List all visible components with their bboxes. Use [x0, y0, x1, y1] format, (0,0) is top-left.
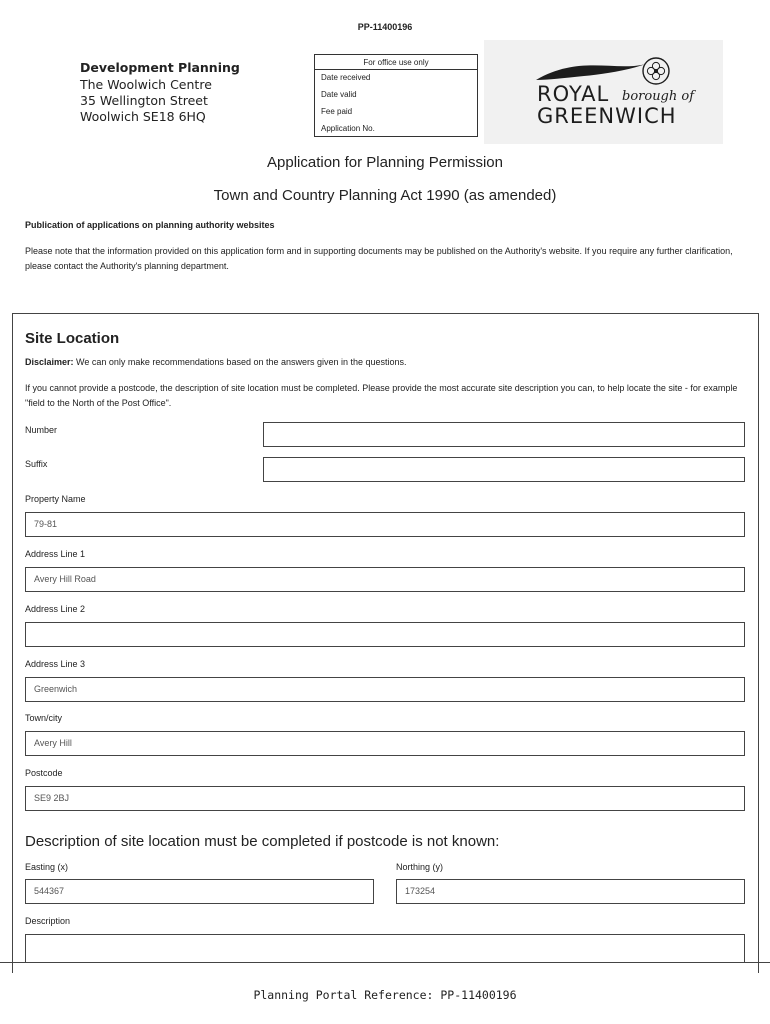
office-use-box	[314, 54, 478, 137]
address-line-3-label: Address Line 3	[25, 659, 86, 669]
address-line-1-label: Address Line 1	[25, 549, 86, 559]
property-name-label: Property Name	[25, 494, 86, 504]
easting-field[interactable]: 544367	[25, 879, 374, 904]
office-row-application-no: Application No.	[321, 124, 375, 133]
logo-royal-text: ROYAL	[537, 82, 610, 106]
number-label: Number	[25, 425, 58, 435]
number-field[interactable]	[263, 422, 745, 447]
form-subtitle: Town and Country Planning Act 1990 (as amended)	[213, 187, 557, 204]
disclaimer	[25, 357, 407, 367]
description-field[interactable]	[25, 934, 745, 962]
publication-text: Please note that the information provided on this application form and in supporting documents may be published on the Authority's website. If you require any further clarification, please contact the Authority's planning department.	[25, 246, 733, 271]
address-line: 35 Wellington Street	[80, 93, 208, 108]
office-row-fee-paid: Fee paid	[321, 107, 353, 116]
form-title: Application for Planning Permission	[267, 154, 503, 171]
disclaimer-label: Disclaimer:	[25, 357, 74, 367]
address-line: The Woolwich Centre	[80, 77, 212, 92]
office-row-date-valid: Date valid	[321, 90, 357, 99]
northing-field[interactable]: 173254	[396, 879, 745, 904]
address-line: Woolwich SE18 6HQ	[80, 109, 206, 124]
office-row-date-received: Date received	[321, 73, 371, 82]
postcode-label: Postcode	[25, 768, 63, 778]
suffix-field[interactable]	[263, 457, 745, 482]
northing-label: Northing (y)	[396, 862, 444, 872]
address-line-2-label: Address Line 2	[25, 604, 86, 614]
logo-borough-text: borough of	[622, 89, 695, 104]
address-line-3-field[interactable]: Greenwich	[25, 677, 745, 702]
property-name-field[interactable]: 79-81	[25, 512, 745, 537]
publication-heading: Publication of applications on planning authority websites	[25, 220, 275, 230]
royal-greenwich-logo	[484, 40, 723, 144]
reference-number: PP-11400196	[357, 22, 413, 32]
disclaimer-text: We can only make recommendations based on the answers given in the questions.	[73, 357, 407, 367]
site-location-info: If you cannot provide a postcode, the description of site location must be completed. Please provide the most accurate site description you can, to help locate the site - for example "field to the North of the Post Office".	[25, 383, 738, 408]
address-line-2-field[interactable]	[25, 622, 745, 647]
town-city-field[interactable]: Avery Hill	[25, 731, 745, 756]
easting-label: Easting (x)	[25, 862, 69, 872]
town-city-label: Town/city	[25, 713, 63, 723]
logo-greenwich-text: GREENWICH	[537, 104, 677, 128]
development-planning-address	[80, 60, 240, 125]
description-heading: Description of site location must be completed if postcode is not known:	[25, 833, 500, 850]
suffix-label: Suffix	[25, 459, 48, 469]
section-title: Site Location	[25, 330, 120, 347]
address-line-1-field[interactable]: Avery Hill Road	[25, 567, 745, 592]
page-divider	[0, 962, 770, 963]
department-name: Development Planning	[80, 60, 240, 75]
description-label: Description	[25, 916, 71, 926]
postcode-field[interactable]: SE9 2BJ	[25, 786, 745, 811]
footer-reference: Planning Portal Reference: PP-11400196	[253, 988, 517, 1002]
office-use-title: For office use only	[363, 58, 429, 67]
